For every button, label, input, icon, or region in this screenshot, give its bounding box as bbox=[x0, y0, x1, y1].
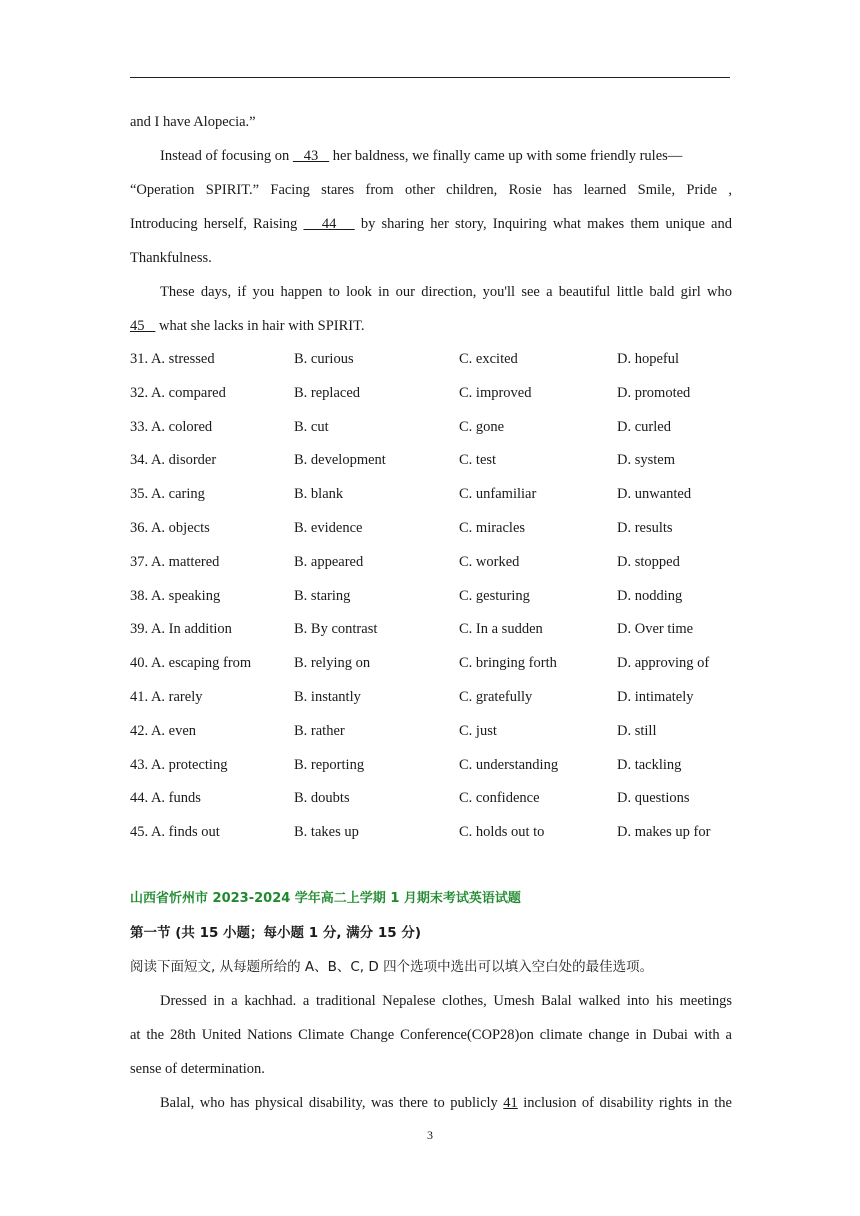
option-b[interactable]: B. development bbox=[294, 452, 386, 469]
option-b[interactable]: B. staring bbox=[294, 587, 351, 604]
header-rule bbox=[130, 77, 730, 78]
option-d[interactable]: D. hopeful bbox=[617, 351, 680, 367]
passage-line bbox=[130, 283, 732, 301]
option-row bbox=[0, 823, 860, 841]
option-c[interactable]: C. worked bbox=[459, 553, 520, 570]
option-row bbox=[0, 654, 860, 672]
source-title bbox=[130, 890, 732, 908]
option-a[interactable]: 38. A. speaking bbox=[130, 587, 221, 604]
option-c[interactable]: C. unfamiliar bbox=[459, 486, 537, 503]
page-number: 3 bbox=[427, 1128, 433, 1142]
option-b[interactable]: B. reporting bbox=[294, 756, 365, 773]
option-d[interactable]: D. tackling bbox=[617, 756, 682, 773]
text: sense of determination. bbox=[130, 1061, 265, 1077]
option-c[interactable]: C. holds out to bbox=[459, 824, 545, 841]
passage-line bbox=[130, 1060, 732, 1078]
text: Thankfulness. bbox=[130, 250, 212, 266]
option-row bbox=[0, 722, 860, 740]
section-heading bbox=[130, 924, 732, 942]
text: 山西省忻州市 2023-2024 学年高二上学期 1 月期末考试英语试题 bbox=[130, 891, 521, 906]
option-d[interactable]: D. curled bbox=[617, 418, 671, 435]
option-row bbox=[0, 789, 860, 807]
option-a[interactable]: 34. A. disorder bbox=[130, 452, 217, 469]
option-c[interactable]: C. understanding bbox=[459, 756, 559, 773]
option-b[interactable]: B. takes up bbox=[294, 824, 359, 841]
option-d[interactable]: D. system bbox=[617, 452, 675, 469]
blank-45[interactable]: 45 bbox=[130, 318, 156, 334]
option-row bbox=[0, 451, 860, 469]
option-c[interactable]: C. test bbox=[459, 452, 497, 469]
option-c[interactable]: C. In a sudden bbox=[459, 621, 543, 638]
option-b[interactable]: B. rather bbox=[294, 722, 345, 739]
passage-line bbox=[130, 113, 732, 131]
option-d[interactable]: D. results bbox=[617, 520, 673, 536]
option-b[interactable]: B. relying on bbox=[294, 655, 371, 672]
option-a[interactable]: 36. A. objects bbox=[130, 520, 210, 536]
option-b[interactable]: B. instantly bbox=[294, 689, 361, 705]
text: by sharing her story, Inquiring what makes them unique and bbox=[354, 216, 732, 232]
option-c[interactable]: C. confidence bbox=[459, 790, 540, 807]
option-c[interactable]: C. gone bbox=[459, 418, 505, 435]
blank-41[interactable]: 41 bbox=[503, 1095, 518, 1111]
text: 阅读下面短文, 从每题所给的 A、B、C, D 四个选项中选出可以填入空白处的最佳选项。 bbox=[130, 959, 654, 975]
text: 第一节 (共 15 小题；每小题 1 分, 满分 15 分) bbox=[130, 925, 422, 941]
option-c[interactable]: C. just bbox=[459, 722, 497, 739]
option-d[interactable]: D. makes up for bbox=[617, 824, 711, 841]
option-c[interactable]: C. miracles bbox=[459, 520, 526, 536]
option-row bbox=[0, 485, 860, 503]
option-d[interactable]: D. questions bbox=[617, 790, 690, 807]
option-a[interactable]: 39. A. In addition bbox=[130, 621, 232, 638]
option-c[interactable]: C. gesturing bbox=[459, 587, 530, 604]
option-row bbox=[0, 384, 860, 402]
passage-line bbox=[130, 1094, 732, 1112]
option-row bbox=[0, 519, 860, 537]
passage-line bbox=[130, 181, 732, 199]
option-b[interactable]: B. replaced bbox=[294, 384, 361, 401]
option-d[interactable]: D. promoted bbox=[617, 384, 691, 401]
passage-line bbox=[130, 147, 732, 165]
option-c[interactable]: C. excited bbox=[459, 351, 518, 367]
option-a[interactable]: 40. A. escaping from bbox=[130, 655, 252, 672]
text: Instead of focusing on bbox=[160, 148, 293, 164]
instruction bbox=[130, 958, 732, 976]
option-b[interactable]: B. doubts bbox=[294, 790, 350, 807]
text: her baldness, we finally came up with some friendly rules— bbox=[329, 148, 683, 164]
option-d[interactable]: D. approving of bbox=[617, 655, 710, 672]
text: Dressed in a kachhad. a traditional Nepalese clothes, Umesh Balal walked into his meetings bbox=[160, 993, 732, 1009]
option-d[interactable]: D. stopped bbox=[617, 553, 680, 570]
option-row bbox=[0, 553, 860, 571]
text: Introducing herself, Raising bbox=[130, 216, 304, 232]
passage-line bbox=[130, 249, 732, 267]
text: what she lacks in hair with SPIRIT. bbox=[155, 318, 365, 334]
option-d[interactable]: D. unwanted bbox=[617, 486, 692, 503]
option-a[interactable]: 35. A. caring bbox=[130, 486, 205, 503]
text: and I have Alopecia.” bbox=[130, 114, 256, 130]
option-row bbox=[0, 418, 860, 436]
option-row bbox=[0, 620, 860, 638]
option-a[interactable]: 43. A. protecting bbox=[130, 756, 228, 773]
option-a[interactable]: 31. A. stressed bbox=[130, 351, 215, 367]
option-a[interactable]: 45. A. finds out bbox=[130, 824, 220, 841]
option-a[interactable]: 33. A. colored bbox=[130, 418, 213, 435]
option-b[interactable]: B. blank bbox=[294, 486, 344, 503]
blank-44[interactable]: 44 bbox=[303, 216, 355, 232]
option-a[interactable]: 32. A. compared bbox=[130, 384, 226, 401]
text: These days, if you happen to look in our direction, you'll see a beautiful little bald girl who bbox=[160, 284, 732, 300]
blank-43[interactable]: 43 bbox=[292, 148, 330, 164]
option-b[interactable]: B. curious bbox=[294, 351, 354, 367]
text: Balal, who has physical disability, was there to publicly bbox=[160, 1095, 504, 1111]
option-row bbox=[0, 350, 860, 368]
text: inclusion of disability rights in the bbox=[517, 1095, 732, 1111]
option-d[interactable]: D. still bbox=[617, 722, 657, 739]
option-c[interactable]: C. bringing forth bbox=[459, 655, 557, 672]
option-row bbox=[0, 756, 860, 774]
passage-line bbox=[130, 1026, 732, 1044]
passage-line bbox=[130, 317, 732, 335]
passage-line bbox=[130, 215, 732, 233]
option-d[interactable]: D. nodding bbox=[617, 587, 683, 604]
text: “Operation SPIRIT.” Facing stares from other children, Rosie has learned Smile, Pride , bbox=[130, 182, 732, 198]
option-a[interactable]: 42. A. even bbox=[130, 722, 197, 739]
option-c[interactable]: C. gratefully bbox=[459, 689, 533, 705]
option-d[interactable]: D. intimately bbox=[617, 689, 694, 705]
option-row bbox=[0, 587, 860, 605]
option-a[interactable]: 37. A. mattered bbox=[130, 553, 220, 570]
text: at the 28th United Nations Climate Change Conference(COP28)on climate change in Dubai with a bbox=[130, 1027, 732, 1043]
option-a[interactable]: 41. A. rarely bbox=[130, 689, 203, 705]
option-b[interactable]: B. cut bbox=[294, 418, 329, 435]
passage-line bbox=[130, 992, 732, 1010]
option-a[interactable]: 44. A. funds bbox=[130, 790, 201, 807]
option-b[interactable]: B. appeared bbox=[294, 553, 364, 570]
option-d[interactable]: D. Over time bbox=[617, 621, 694, 638]
option-row bbox=[0, 688, 860, 706]
option-b[interactable]: B. evidence bbox=[294, 520, 363, 536]
option-b[interactable]: B. By contrast bbox=[294, 621, 378, 638]
option-c[interactable]: C. improved bbox=[459, 384, 532, 401]
